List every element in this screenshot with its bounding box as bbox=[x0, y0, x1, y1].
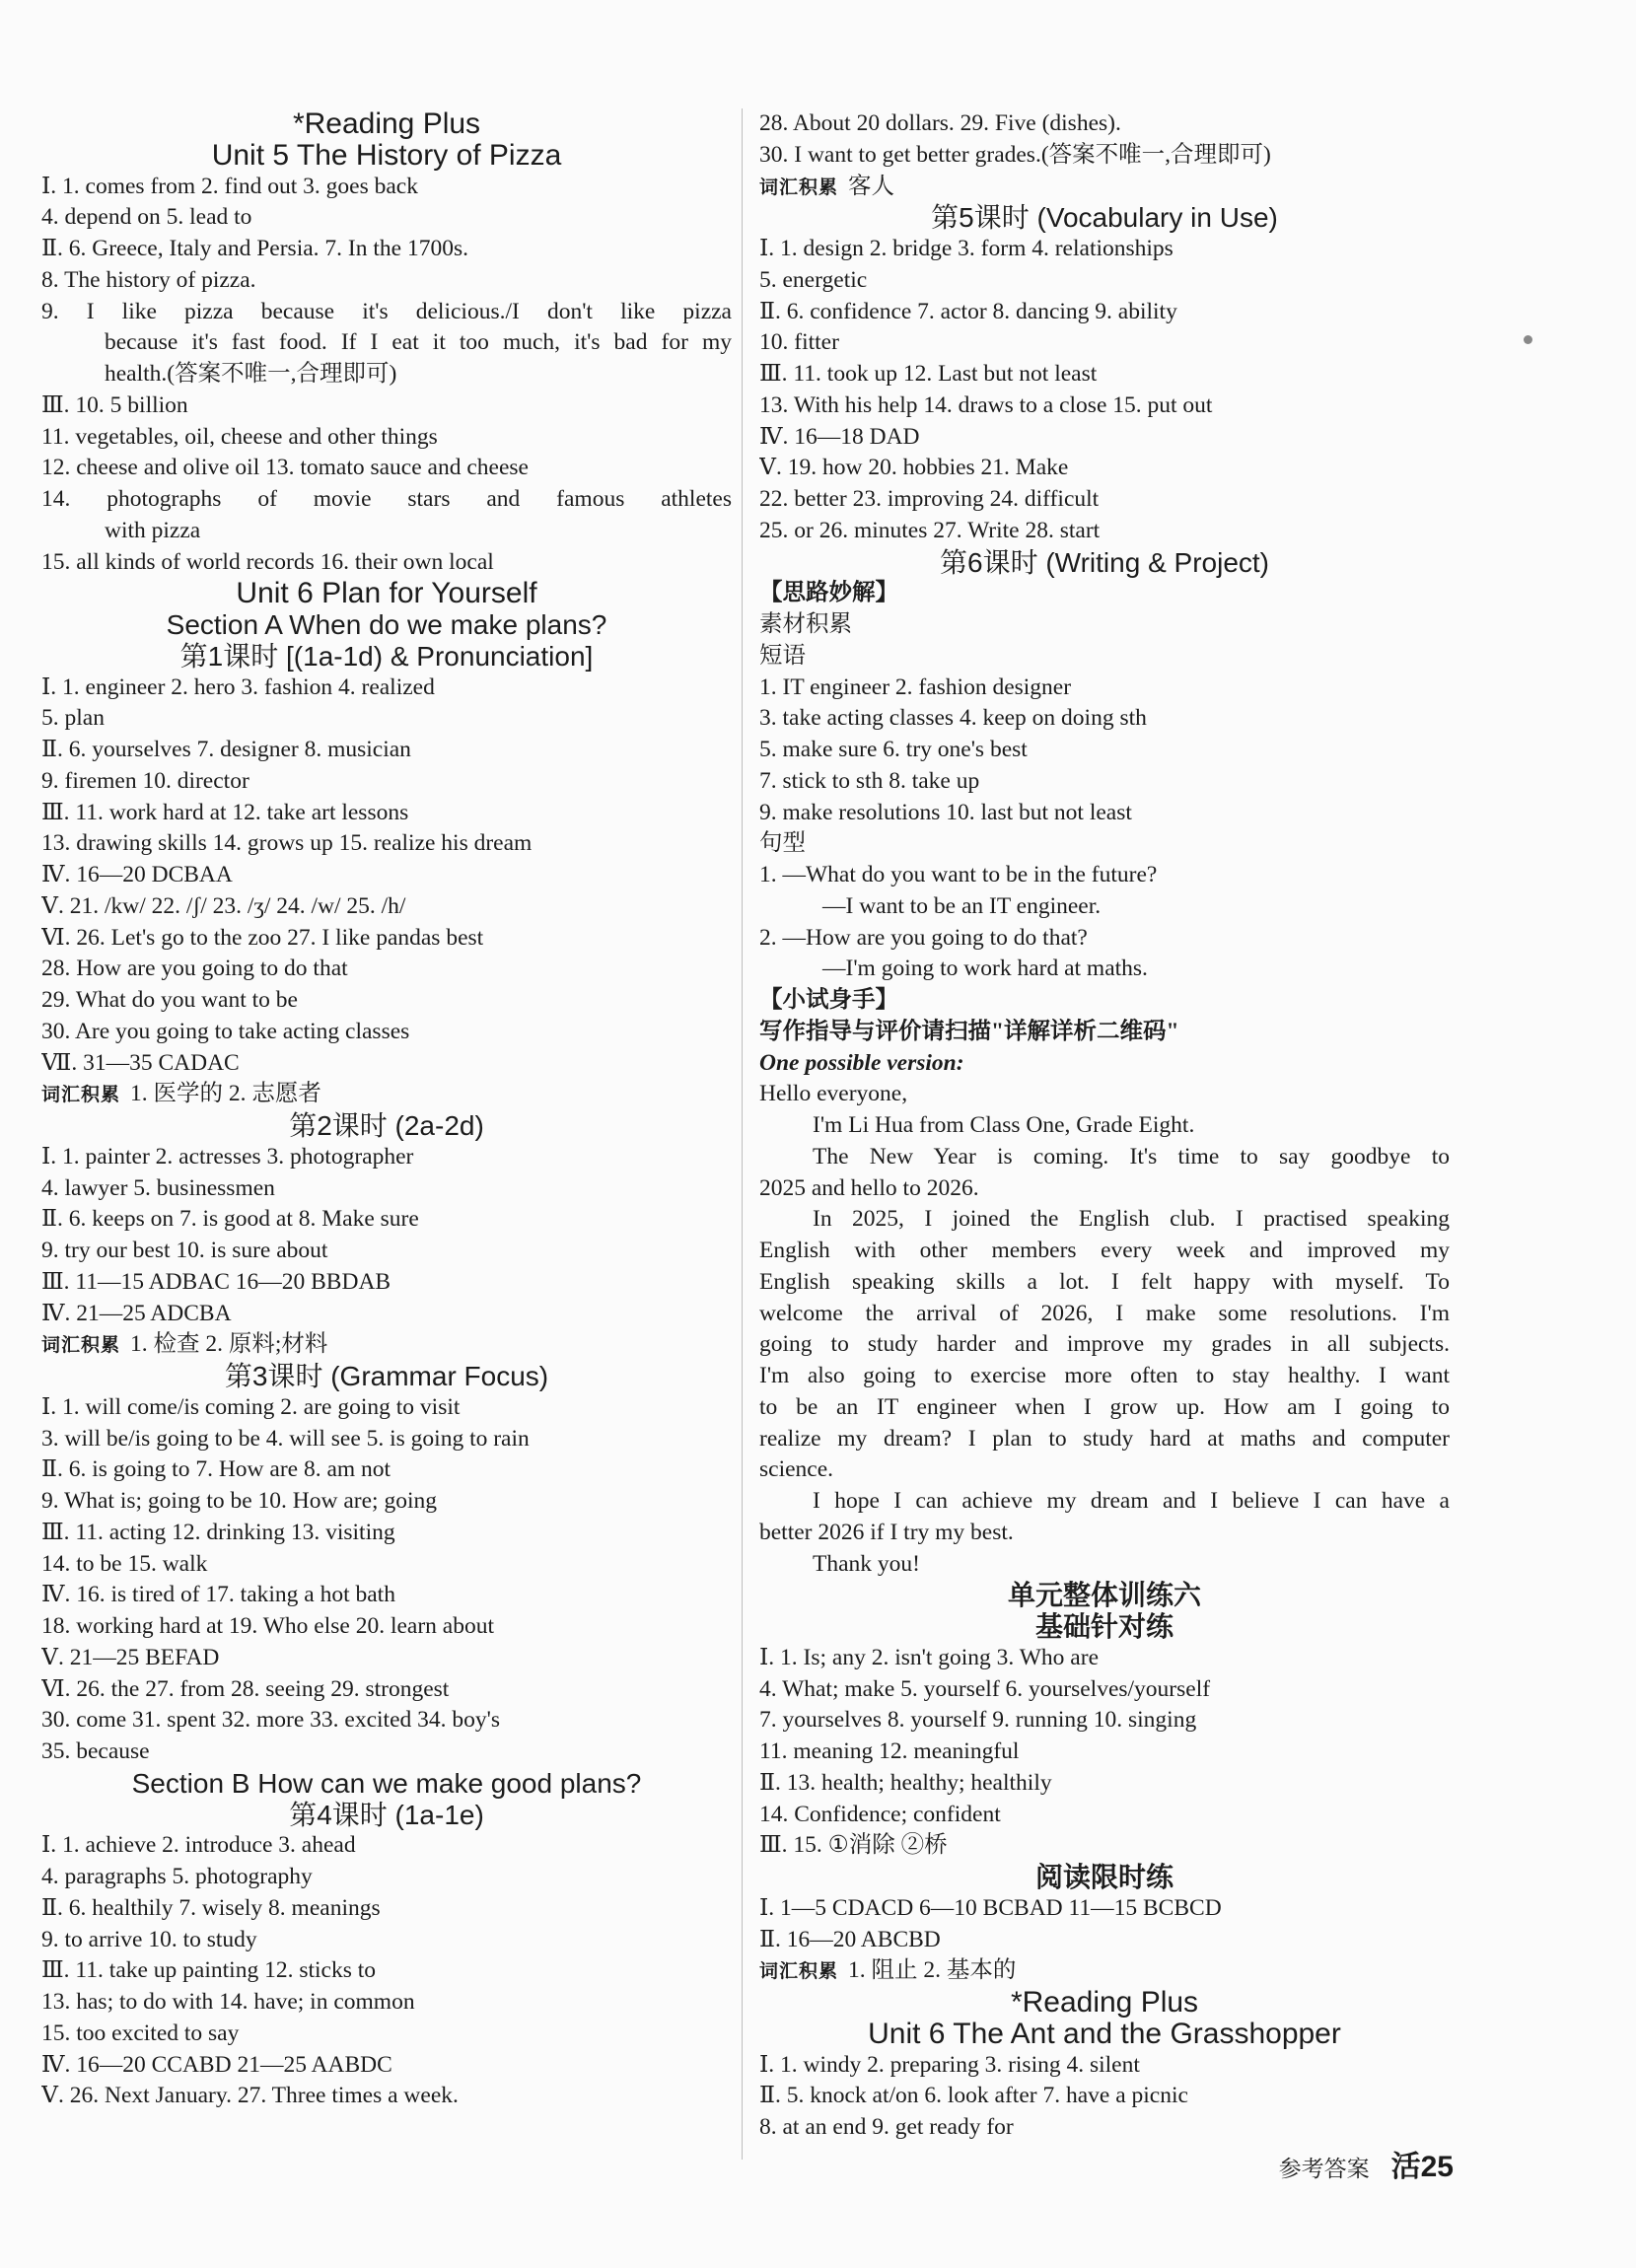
answer-line bbox=[759, 923, 1450, 955]
line-text: 基础针对练 bbox=[1034, 1611, 1174, 1642]
answer-line bbox=[759, 1830, 1450, 1862]
answer-line bbox=[41, 1424, 732, 1455]
answer-line bbox=[759, 1048, 1450, 1080]
vocab-tag: 词汇积累 bbox=[41, 1084, 121, 1106]
line-text: 13. With his help 14. draws to a close 15. put out bbox=[759, 391, 1213, 418]
answer-line bbox=[759, 516, 1450, 547]
answer-line bbox=[759, 1110, 1450, 1142]
section-heading bbox=[41, 1768, 732, 1800]
answer-line bbox=[41, 1643, 732, 1674]
answer-line bbox=[41, 1173, 732, 1205]
line-text: Ⅲ. 11—15 ADBAC 16—20 BBDAB bbox=[41, 1268, 391, 1295]
answer-line bbox=[41, 2050, 732, 2082]
line-text: 11. meaning 12. meaningful bbox=[759, 1738, 1020, 1764]
answer-line bbox=[41, 265, 732, 297]
answer-line bbox=[41, 1925, 732, 1956]
line-text: 13. has; to do with 14. have; in common bbox=[41, 1989, 415, 2015]
line-text: Hello everyone, bbox=[759, 1081, 908, 1107]
line-text: 1. 检查 2. 原料;材料 bbox=[130, 1331, 328, 1358]
line-text: Ⅴ. 21. /kw/ 22. /ʃ/ 23. /ʒ/ 24. /w/ 25. /h/ bbox=[41, 892, 406, 919]
answer-line bbox=[759, 1142, 1450, 1173]
section-heading bbox=[759, 547, 1450, 579]
line-text: Ⅲ. 11. acting 12. drinking 13. visiting bbox=[41, 1519, 395, 1545]
line-text: —I want to be an IT engineer. bbox=[822, 892, 1102, 919]
line-text: 9. What is; going to be 10. How are; going bbox=[41, 1488, 437, 1514]
line-text: 35. because bbox=[41, 1738, 150, 1764]
answer-line bbox=[759, 2081, 1450, 2112]
answer-line bbox=[759, 578, 1450, 609]
answer-line bbox=[41, 1518, 732, 1549]
line-text: 写作指导与评价请扫描"详解详析二维码" bbox=[759, 1018, 1179, 1044]
line-text: going to study harder and improve my grades in all subjects. bbox=[759, 1331, 1450, 1358]
line-text: Ⅳ. 16—20 CCABD 21—25 AABDC bbox=[41, 2051, 392, 2078]
answer-line bbox=[41, 985, 732, 1017]
answer-line bbox=[759, 766, 1450, 798]
line-text: Ⅳ. 16—18 DAD bbox=[759, 423, 920, 450]
line-text: 28. About 20 dollars. 29. Five (dishes). bbox=[759, 110, 1121, 136]
answer-line bbox=[759, 1800, 1450, 1831]
section-heading bbox=[41, 609, 732, 641]
answer-line bbox=[759, 1267, 1450, 1299]
line-text: Ⅰ. 1. comes from 2. find out 3. goes back bbox=[41, 173, 418, 199]
column-divider bbox=[742, 108, 743, 2160]
line-text: Ⅵ. 26. Let's go to the zoo 27. I like pandas best bbox=[41, 924, 484, 951]
answer-line bbox=[759, 703, 1450, 735]
answer-line bbox=[41, 891, 732, 923]
line-text: Ⅱ. 6. Greece, Italy and Persia. 7. In the 1700s. bbox=[41, 236, 468, 261]
line-text: science. bbox=[759, 1456, 834, 1483]
answer-line bbox=[41, 234, 732, 265]
line-text: 3. take acting classes 4. keep on doing sth bbox=[759, 705, 1147, 732]
line-text: English speaking skills a lot. I felt happy with myself. To bbox=[759, 1268, 1450, 1295]
line-text: Ⅱ. 6. healthily 7. wisely 8. meanings bbox=[41, 1894, 381, 1921]
speck-mark bbox=[1524, 335, 1532, 344]
answer-line bbox=[759, 828, 1450, 860]
section-heading bbox=[41, 641, 732, 673]
line-text: 2. —How are you going to do that? bbox=[759, 924, 1088, 951]
line-text: 15. too excited to say bbox=[41, 2020, 240, 2046]
line-text: 9. to arrive 10. to study bbox=[41, 1926, 257, 1952]
answer-line bbox=[759, 1454, 1450, 1486]
vocab-tag: 词汇积累 bbox=[41, 1334, 121, 1357]
line-text: Ⅲ. 11. take up painting 12. sticks to bbox=[41, 1957, 377, 1984]
section-heading bbox=[41, 1110, 732, 1142]
answer-line bbox=[759, 234, 1450, 265]
answer-line bbox=[41, 1236, 732, 1267]
line-text: Ⅲ. 11. took up 12. Last but not least bbox=[759, 361, 1098, 387]
answer-line bbox=[41, 422, 732, 454]
line-text: 1. —What do you want to be in the future? bbox=[759, 862, 1158, 887]
section-heading bbox=[759, 202, 1450, 234]
line-text: Ⅳ. 16—20 DCBAA bbox=[41, 862, 233, 887]
answer-line bbox=[41, 798, 732, 829]
section-heading bbox=[41, 1361, 732, 1392]
answer-line bbox=[41, 1736, 732, 1768]
line-text: 4. What; make 5. yourself 6. yourselves/yourself bbox=[759, 1675, 1211, 1702]
right-column bbox=[759, 108, 1450, 2144]
line-text: —I'm going to work hard at maths. bbox=[822, 956, 1148, 982]
answer-line bbox=[41, 1142, 732, 1173]
answer-line bbox=[759, 641, 1450, 673]
answer-line bbox=[41, 516, 732, 547]
line-text: Ⅵ. 26. the 27. from 28. seeing 29. strongest bbox=[41, 1675, 450, 1702]
line-text: 第1课时 [(1a-1d) & Pronunciation] bbox=[179, 640, 594, 672]
line-text: Ⅰ. 1. engineer 2. hero 3. fashion 4. realized bbox=[41, 673, 435, 700]
answer-line bbox=[759, 1893, 1450, 1925]
line-text: 1. IT engineer 2. fashion designer bbox=[759, 673, 1072, 700]
line-text: Ⅰ. 1. design 2. bridge 3. form 4. relationships bbox=[759, 236, 1174, 261]
line-text: 短语 bbox=[759, 642, 806, 669]
section-heading bbox=[41, 578, 732, 609]
line-text: 素材积累 bbox=[759, 611, 852, 637]
answer-line bbox=[41, 202, 732, 234]
answer-line bbox=[759, 1736, 1450, 1768]
left-column bbox=[41, 108, 732, 2112]
line-text: 28. How are you going to do that bbox=[41, 956, 348, 982]
answer-line bbox=[41, 297, 732, 328]
line-text: Unit 6 The Ant and the Grasshopper bbox=[868, 2018, 1341, 2050]
answer-line bbox=[41, 1987, 732, 2019]
line-text: 第5课时 (Vocabulary in Use) bbox=[931, 202, 1278, 234]
answer-line bbox=[759, 453, 1450, 484]
answer-line bbox=[759, 265, 1450, 297]
answer-line bbox=[759, 2112, 1450, 2144]
line-text: 10. fitter bbox=[759, 329, 839, 356]
answer-line bbox=[759, 1518, 1450, 1549]
answer-line bbox=[759, 172, 1450, 203]
answer-line bbox=[41, 1392, 732, 1424]
line-text: 22. better 23. improving 24. difficult bbox=[759, 486, 1100, 512]
answer-line bbox=[41, 1329, 732, 1361]
answer-line bbox=[41, 484, 732, 516]
answer-line bbox=[41, 673, 732, 704]
line-text: Ⅱ. 13. health; healthy; healthily bbox=[759, 1769, 1052, 1796]
line-text: Ⅰ. 1. windy 2. preparing 3. rising 4. silent bbox=[759, 2051, 1140, 2078]
answer-line bbox=[759, 1549, 1450, 1581]
line-text: 30. Are you going to take acting classes bbox=[41, 1018, 410, 1044]
line-text: Thank you! bbox=[813, 1550, 920, 1577]
page-footer bbox=[1279, 2142, 1454, 2185]
line-text: 9. try our best 10. is sure about bbox=[41, 1238, 328, 1263]
answer-line bbox=[41, 1705, 732, 1736]
line-text: 7. yourselves 8. yourself 9. running 10. singing bbox=[759, 1707, 1197, 1734]
line-text: Unit 6 Plan for Yourself bbox=[236, 578, 537, 609]
line-text: health.(答案不唯一,合理即可) bbox=[105, 361, 397, 387]
answer-line bbox=[41, 766, 732, 798]
vocab-tag: 词汇积累 bbox=[759, 176, 839, 198]
line-text: 7. stick to sth 8. take up bbox=[759, 767, 980, 794]
answer-line bbox=[41, 1830, 732, 1862]
line-text: with pizza bbox=[105, 517, 201, 543]
page-number: 活25 bbox=[1390, 2151, 1454, 2183]
answer-line bbox=[759, 985, 1450, 1017]
answer-line bbox=[759, 1204, 1450, 1236]
line-text: 9. make resolutions 10. last but not least bbox=[759, 799, 1132, 825]
answer-line bbox=[41, 1454, 732, 1486]
answer-line bbox=[759, 609, 1450, 641]
line-text: 句型 bbox=[759, 830, 806, 857]
line-text: English with other members every week and improved my bbox=[759, 1238, 1450, 1263]
section-heading bbox=[759, 1611, 1450, 1643]
line-text: Section A When do we make plans? bbox=[166, 609, 607, 640]
answer-line bbox=[41, 1486, 732, 1518]
section-heading bbox=[759, 2019, 1450, 2050]
line-text: 8. The history of pizza. bbox=[41, 266, 256, 293]
answer-line bbox=[759, 798, 1450, 829]
line-text: Ⅶ. 31—35 CADAC bbox=[41, 1049, 240, 1076]
line-text: 【思路妙解】 bbox=[759, 580, 898, 606]
answer-line bbox=[41, 860, 732, 891]
vocab-tag: 词汇积累 bbox=[759, 1960, 839, 1983]
line-text: *Reading Plus bbox=[292, 108, 481, 140]
line-text: 14. photographs of movie stars and famous athletes bbox=[41, 486, 732, 512]
section-heading bbox=[41, 108, 732, 140]
answer-line bbox=[41, 1580, 732, 1611]
line-text: Ⅰ. 1—5 CDACD 6—10 BCBAD 11—15 BCBCD bbox=[759, 1894, 1222, 1921]
answer-line bbox=[759, 359, 1450, 390]
line-text: Ⅴ. 19. how 20. hobbies 21. Make bbox=[759, 455, 1069, 481]
line-text: 单元整体训练六 bbox=[1007, 1580, 1201, 1611]
line-text: I'm Li Hua from Class One, Grade Eight. bbox=[813, 1112, 1195, 1138]
line-text: 【小试身手】 bbox=[759, 987, 898, 1013]
line-text: 9. I like pizza because it's delicious./I don't like pizza bbox=[41, 298, 732, 324]
line-text: 2025 and hello to 2026. bbox=[759, 1174, 979, 1201]
answer-line bbox=[759, 1768, 1450, 1800]
answer-line bbox=[759, 327, 1450, 359]
line-text: 客人 bbox=[848, 173, 895, 199]
answer-line bbox=[759, 1486, 1450, 1518]
answer-line bbox=[41, 923, 732, 955]
line-text: 第3课时 (Grammar Focus) bbox=[224, 1361, 549, 1391]
line-text: One possible version: bbox=[759, 1049, 964, 1076]
answer-line bbox=[41, 1893, 732, 1925]
line-text: Ⅱ. 5. knock at/on 6. look after 7. have a picnic bbox=[759, 2083, 1188, 2109]
line-text: Ⅱ. 6. keeps on 7. is good at 8. Make sure bbox=[41, 1206, 419, 1233]
line-text: 30. come 31. spent 32. more 33. excited 34. boy's bbox=[41, 1707, 501, 1734]
line-text: 第4课时 (1a-1e) bbox=[289, 1799, 484, 1830]
answer-line bbox=[41, 2081, 732, 2112]
line-text: 4. lawyer 5. businessmen bbox=[41, 1174, 275, 1201]
line-text: The New Year is coming. It's time to say goodbye to bbox=[813, 1143, 1450, 1169]
line-text: Unit 5 The History of Pizza bbox=[211, 139, 562, 172]
line-text: 14. to be 15. walk bbox=[41, 1550, 208, 1577]
line-text: Ⅰ. 1. painter 2. actresses 3. photographer bbox=[41, 1143, 414, 1169]
line-text: I hope I can achieve my dream and I believe I can have a bbox=[813, 1488, 1450, 1514]
answer-line bbox=[759, 1017, 1450, 1048]
line-text: 8. at an end 9. get ready for bbox=[759, 2114, 1014, 2140]
answer-line bbox=[41, 1204, 732, 1236]
section-heading bbox=[41, 1800, 732, 1831]
answer-line bbox=[41, 1079, 732, 1110]
line-text: Ⅰ. 1. will come/is coming 2. are going to visit bbox=[41, 1393, 461, 1420]
answer-line bbox=[41, 359, 732, 390]
line-text: 5. make sure 6. try one's best bbox=[759, 737, 1028, 762]
answer-line bbox=[759, 954, 1450, 985]
line-text: Ⅳ. 21—25 ADCBA bbox=[41, 1300, 232, 1326]
answer-line bbox=[759, 1361, 1450, 1392]
line-text: Ⅱ. 6. confidence 7. actor 8. dancing 9. ability bbox=[759, 298, 1177, 324]
answer-line bbox=[41, 1674, 732, 1706]
section-heading bbox=[759, 1987, 1450, 2019]
answer-line bbox=[759, 1299, 1450, 1330]
line-text: 5. plan bbox=[41, 705, 105, 732]
footer-label: 参考答案 bbox=[1278, 2156, 1370, 2181]
answer-line bbox=[759, 1955, 1450, 1987]
line-text: 13. drawing skills 14. grows up 15. realize his dream bbox=[41, 830, 533, 857]
line-text: Ⅲ. 15. ①消除 ②桥 bbox=[759, 1832, 948, 1859]
answer-line bbox=[41, 1267, 732, 1299]
line-text: Ⅰ. 1. achieve 2. introduce 3. ahead bbox=[41, 1832, 356, 1859]
line-text: I'm also going to exercise more often to stay healthy. I want bbox=[759, 1363, 1450, 1388]
line-text: Ⅲ. 11. work hard at 12. take art lessons bbox=[41, 799, 409, 825]
answer-line bbox=[41, 1017, 732, 1048]
line-text: 12. cheese and olive oil 13. tomato sauce and cheese bbox=[41, 455, 529, 481]
line-text: Ⅱ. 6. is going to 7. How are 8. am not bbox=[41, 1456, 391, 1483]
line-text: Ⅴ. 21—25 BEFAD bbox=[41, 1644, 220, 1670]
answer-line bbox=[759, 860, 1450, 891]
answer-line bbox=[759, 297, 1450, 328]
line-text: 29. What do you want to be bbox=[41, 987, 298, 1013]
line-text: 25. or 26. minutes 27. Write 28. start bbox=[759, 517, 1101, 543]
section-heading bbox=[759, 1862, 1450, 1893]
answer-line bbox=[759, 1674, 1450, 1706]
line-text: 1. 阻止 2. 基本的 bbox=[848, 1957, 1017, 1984]
answer-line bbox=[759, 1079, 1450, 1110]
line-text: to be an IT engineer when I grow up. How am I going to bbox=[759, 1393, 1450, 1420]
line-text: 9. firemen 10. director bbox=[41, 767, 249, 794]
answer-line bbox=[759, 735, 1450, 766]
line-text: Ⅱ. 6. yourselves 7. designer 8. musician bbox=[41, 737, 411, 762]
answer-line bbox=[759, 390, 1450, 422]
answer-line bbox=[41, 1549, 732, 1581]
answer-line bbox=[41, 172, 732, 203]
line-text: Section B How can we make good plans? bbox=[131, 1767, 642, 1799]
answer-line bbox=[41, 828, 732, 860]
answer-line bbox=[759, 422, 1450, 454]
answer-line bbox=[759, 1236, 1450, 1267]
line-text: 30. I want to get better grades.(答案不唯一,合理即可) bbox=[759, 141, 1271, 168]
answer-line bbox=[759, 140, 1450, 172]
line-text: 15. all kinds of world records 16. their own local bbox=[41, 548, 494, 575]
line-text: Ⅰ. 1. Is; any 2. isn't going 3. Who are bbox=[759, 1644, 1099, 1670]
answer-line bbox=[41, 390, 732, 422]
answer-line bbox=[41, 2019, 732, 2050]
answer-line bbox=[41, 735, 732, 766]
answer-line bbox=[759, 108, 1450, 140]
answer-line bbox=[41, 327, 732, 359]
answer-line bbox=[759, 891, 1450, 923]
answer-line bbox=[759, 1643, 1450, 1674]
line-text: Ⅳ. 16. is tired of 17. taking a hot bath bbox=[41, 1582, 395, 1608]
answer-line bbox=[41, 453, 732, 484]
answer-line bbox=[759, 1173, 1450, 1205]
line-text: 1. 医学的 2. 志愿者 bbox=[130, 1081, 321, 1107]
line-text: 14. Confidence; confident bbox=[759, 1801, 1001, 1827]
answer-line bbox=[759, 1925, 1450, 1956]
line-text: In 2025, I joined the English club. I practised speaking bbox=[813, 1206, 1450, 1233]
line-text: 11. vegetables, oil, cheese and other things bbox=[41, 423, 438, 450]
line-text: 阅读限时练 bbox=[1034, 1862, 1174, 1892]
line-text: *Reading Plus bbox=[1010, 1987, 1199, 2019]
answer-line bbox=[41, 1048, 732, 1080]
line-text: Ⅲ. 10. 5 billion bbox=[41, 391, 188, 418]
answer-line bbox=[41, 547, 732, 579]
answer-line bbox=[759, 1329, 1450, 1361]
answer-line bbox=[41, 954, 732, 985]
section-heading bbox=[41, 140, 732, 172]
line-text: 第2课时 (2a-2d) bbox=[289, 1110, 484, 1141]
answer-line bbox=[759, 1424, 1450, 1455]
answer-line bbox=[41, 703, 732, 735]
line-text: 3. will be/is going to be 4. will see 5. is going to rain bbox=[41, 1425, 530, 1452]
line-text: 18. working hard at 19. Who else 20. learn about bbox=[41, 1613, 495, 1639]
answer-line bbox=[41, 1299, 732, 1330]
answer-line bbox=[759, 1705, 1450, 1736]
line-text: 4. paragraphs 5. photography bbox=[41, 1864, 313, 1889]
line-text: 4. depend on 5. lead to bbox=[41, 204, 252, 231]
line-text: Ⅱ. 16—20 ABCBD bbox=[759, 1926, 941, 1952]
line-text: 第6课时 (Writing & Project) bbox=[940, 546, 1269, 578]
line-text: welcome the arrival of 2026, I make some resolutions. I'm bbox=[759, 1300, 1450, 1326]
line-text: realize my dream? I plan to study hard at maths and computer bbox=[759, 1425, 1450, 1452]
answer-line bbox=[759, 2050, 1450, 2082]
line-text: Ⅴ. 26. Next January. 27. Three times a week. bbox=[41, 2083, 459, 2109]
answer-line bbox=[41, 1955, 732, 1987]
line-text: better 2026 if I try my best. bbox=[759, 1519, 1014, 1545]
line-text: 5. energetic bbox=[759, 266, 868, 293]
answer-line bbox=[41, 1611, 732, 1643]
answer-line bbox=[759, 1392, 1450, 1424]
answer-line bbox=[759, 673, 1450, 704]
line-text: because it's fast food. If I eat it too much, it's bad for my bbox=[105, 329, 732, 356]
answer-line bbox=[41, 1862, 732, 1893]
answer-line bbox=[759, 484, 1450, 516]
section-heading bbox=[759, 1580, 1450, 1611]
